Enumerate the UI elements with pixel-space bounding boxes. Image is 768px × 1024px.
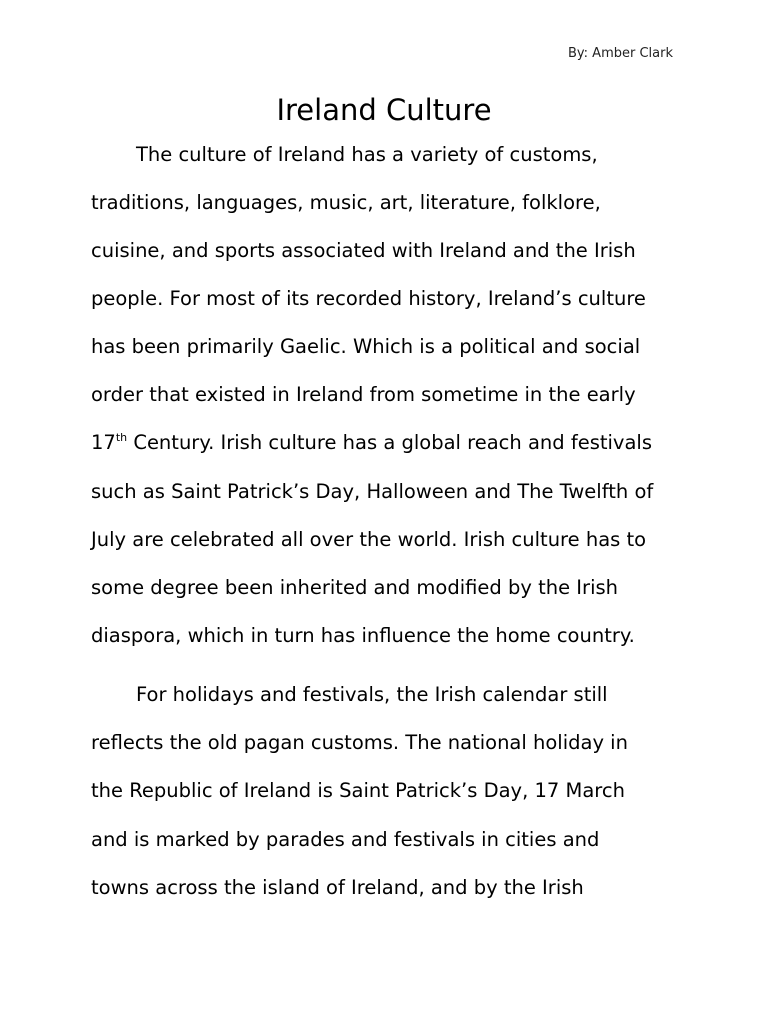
- text-line: diaspora, which in turn has influence the home country.: [91, 624, 635, 647]
- text-line: and is marked by parades and festivals in cities and: [91, 828, 600, 851]
- century-number: 17: [91, 431, 116, 454]
- line-continuation: Century. Irish culture has a global reach and festivals: [127, 431, 652, 454]
- ordinal-superscript: th: [115, 430, 128, 444]
- text-line: reflects the old pagan customs. The national holiday in: [91, 731, 628, 754]
- text-line: has been primarily Gaelic. Which is a political and social: [91, 335, 641, 358]
- text-line: some degree been inherited and modified by the Irish: [91, 576, 619, 599]
- author-byline: By: Amber Clark: [568, 46, 673, 61]
- text-line: For holidays and festivals, the Irish calendar still: [136, 683, 608, 706]
- text-line-with-superscript: [91, 429, 652, 457]
- text-line: order that existed in Ireland from sometime in the early: [91, 383, 636, 406]
- text-line: such as Saint Patrick’s Day, Halloween and The Twelfth of: [91, 480, 654, 503]
- text-line: July are celebrated all over the world. Irish culture has to: [91, 528, 647, 551]
- text-line: traditions, languages, music, art, literature, folklore,: [91, 191, 601, 214]
- document-title: Ireland Culture: [276, 93, 492, 127]
- text-line: cuisine, and sports associated with Ireland and the Irish: [91, 239, 636, 262]
- text-line: the Republic of Ireland is Saint Patrick’s Day, 17 March: [91, 779, 625, 802]
- text-line: The culture of Ireland has a variety of customs,: [136, 143, 598, 166]
- text-line: towns across the island of Ireland, and by the Irish: [91, 876, 584, 899]
- text-line: people. For most of its recorded history, Ireland’s culture: [91, 287, 646, 310]
